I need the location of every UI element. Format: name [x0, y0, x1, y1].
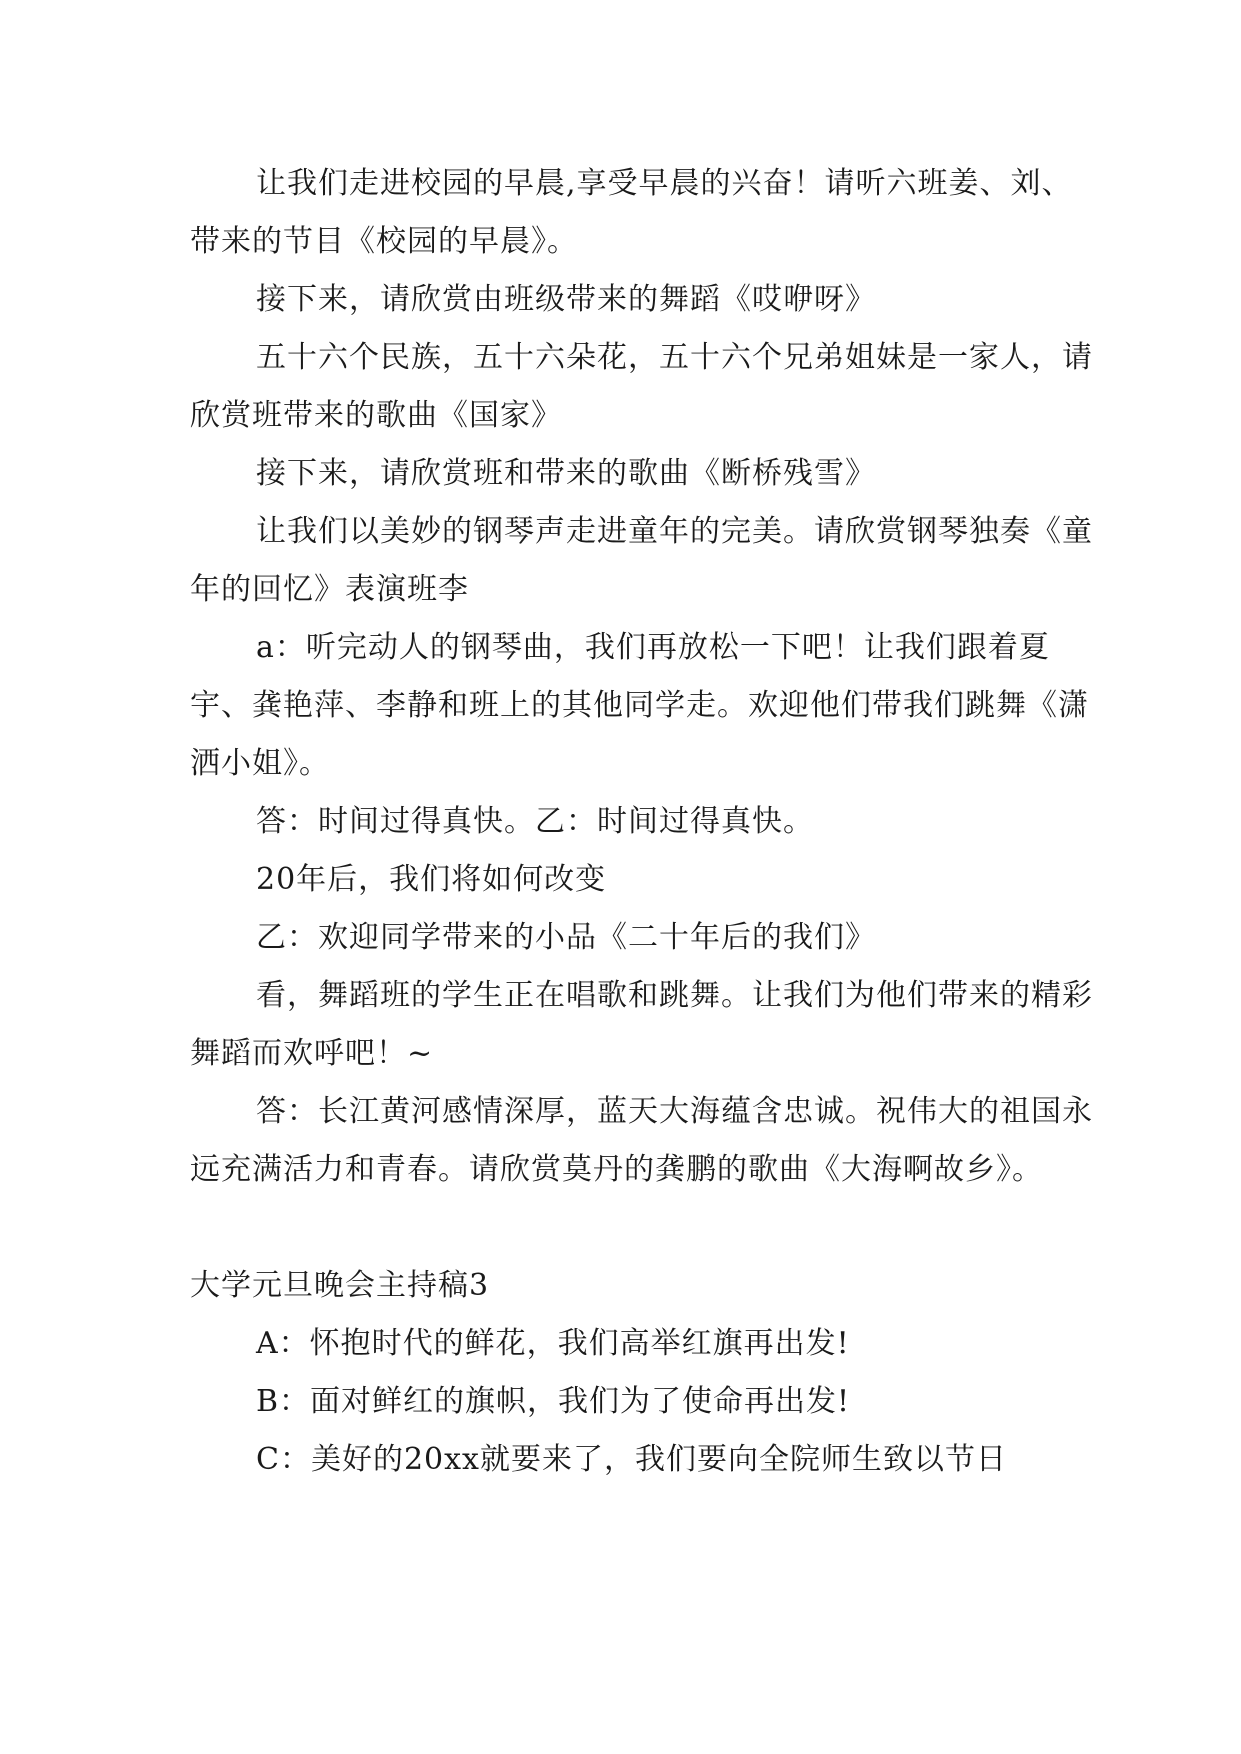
paragraph: 20年后，我们将如何改变	[256, 862, 607, 897]
paragraph: a：听完动人的钢琴曲，我们再放松一下吧！让我们跟着夏宇、龚艳萍、李静和班上的其他同学走。欢迎他们带我们跳舞《潇洒小姐》。	[190, 630, 1089, 781]
paragraph: A：怀抱时代的鲜花，我们高举红旗再出发!	[256, 1326, 850, 1361]
paragraph: 接下来，请欣赏班和带来的歌曲《断桥残雪》	[256, 456, 876, 491]
section-title: 大学元旦晚会主持稿3	[190, 1268, 490, 1303]
paragraph: 答：长江黄河感情深厚，蓝天大海蕴含忠诚。祝伟大的祖国永远充满活力和青春。请欣赏莫丹的龚鹏的歌曲《大海啊故乡》。	[190, 1094, 1093, 1187]
paragraph: 让我们走进校园的早晨,享受早晨的兴奋！请听六班姜、刘、带来的节目《校园的早晨》。	[190, 166, 1073, 259]
paragraph: 让我们以美妙的钢琴声走进童年的完美。请欣赏钢琴独奏《童年的回忆》表演班李	[190, 514, 1093, 607]
paragraph: 看，舞蹈班的学生正在唱歌和跳舞。让我们为他们带来的精彩舞蹈而欢呼吧！~	[190, 978, 1093, 1071]
paragraph: 乙：欢迎同学带来的小品《二十年后的我们》	[256, 920, 876, 955]
paragraph: B：面对鲜红的旗帜，我们为了使命再出发!	[256, 1384, 851, 1419]
paragraph: 答：时间过得真快。乙：时间过得真快。	[256, 804, 814, 839]
document-body	[190, 155, 1095, 1489]
paragraph: C：美好的20xx就要来了，我们要向全院师生致以节日	[256, 1442, 1007, 1477]
paragraph: 接下来，请欣赏由班级带来的舞蹈《哎咿呀》	[256, 282, 876, 317]
paragraph: 五十六个民族，五十六朵花，五十六个兄弟姐妹是一家人，请欣赏班带来的歌曲《国家》	[190, 340, 1093, 433]
